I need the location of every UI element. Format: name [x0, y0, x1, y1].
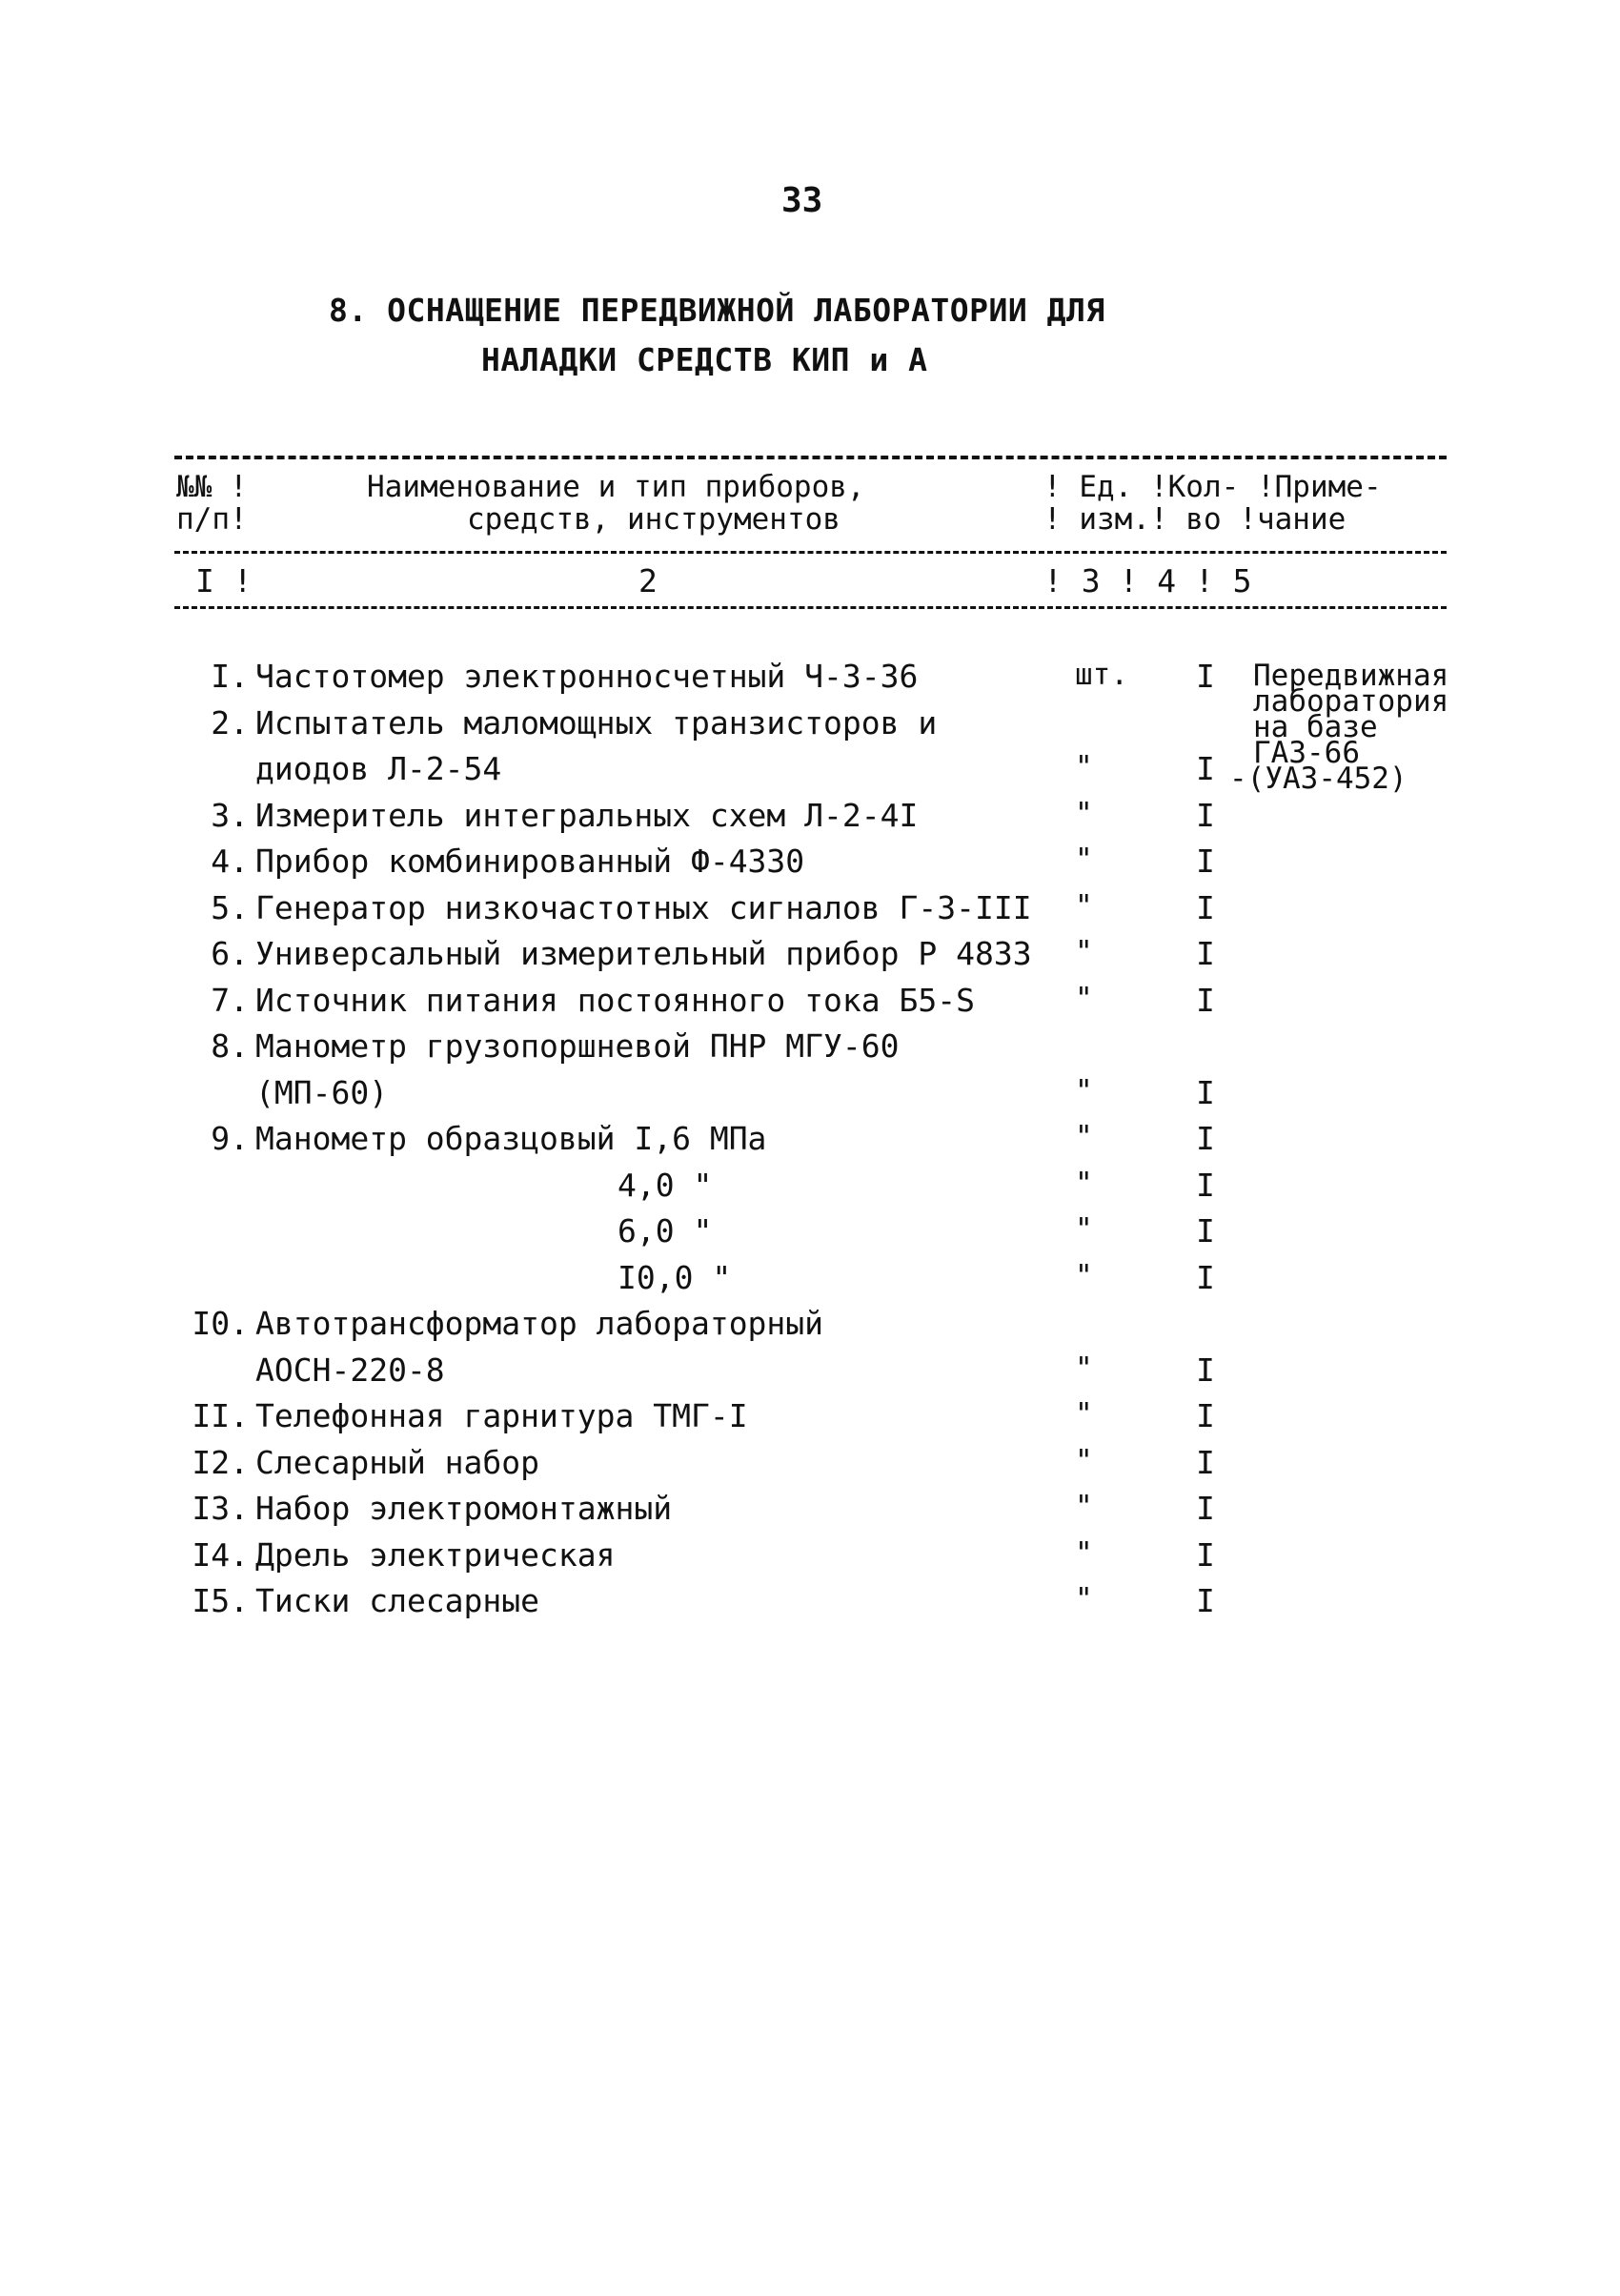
row-name: АОСН-220-8 — [255, 1351, 445, 1389]
row-number: 5. — [211, 889, 249, 926]
row-unit: " — [1075, 1259, 1093, 1293]
header-col-unit-qty-note-line-1: ! Ед. !Кол- !Приме- — [1043, 470, 1382, 504]
row-name: Манометр образцовый I,6 МПа — [255, 1120, 767, 1157]
row-unit: " — [1075, 1582, 1093, 1616]
row-number: I4. — [192, 1536, 249, 1574]
row-number: 8. — [211, 1027, 249, 1065]
row-name: Частотомер электронносчетный Ч-3-36 — [255, 658, 919, 695]
column-number-3-5: ! 3 ! 4 ! 5 — [1043, 562, 1252, 599]
row-name: 4,0 " — [618, 1167, 713, 1204]
note-line-1: Передвижная — [1253, 659, 1449, 693]
row-name: Генератор низкочастотных сигналов Г-3-III — [255, 889, 1032, 926]
row-name: Тиски слесарные — [255, 1582, 540, 1619]
row-number: I0. — [192, 1305, 249, 1342]
row-quantity: I — [1196, 750, 1215, 787]
header-bottom-rule — [174, 551, 1447, 554]
row-unit: " — [1075, 1074, 1093, 1108]
row-unit: " — [1075, 982, 1093, 1016]
row-unit: " — [1075, 1536, 1093, 1571]
row-name: Прибор комбинированный Ф-4330 — [255, 843, 805, 880]
header-col-unit-qty-note-line-2: ! изм.! во !чание — [1043, 502, 1347, 537]
row-unit: " — [1075, 1490, 1093, 1524]
row-unit: шт. — [1075, 658, 1128, 692]
row-unit: " — [1075, 1167, 1093, 1201]
row-unit: " — [1075, 889, 1093, 924]
row-name: Испытатель маломощных транзисторов и — [255, 704, 938, 742]
row-quantity: I — [1196, 658, 1215, 695]
row-number: I. — [211, 658, 249, 695]
row-unit: " — [1075, 843, 1093, 877]
row-quantity: I — [1196, 1536, 1215, 1574]
note-line-4: ГАЗ-66 — [1253, 736, 1360, 770]
row-quantity: I — [1196, 889, 1215, 926]
row-quantity: I — [1196, 797, 1215, 834]
row-quantity: I — [1196, 1074, 1215, 1111]
row-name: Дрель электрическая — [255, 1536, 616, 1574]
row-unit: " — [1075, 750, 1093, 784]
row-name: диодов Л-2-54 — [255, 750, 502, 787]
row-quantity: I — [1196, 1582, 1215, 1619]
row-name: Измеритель интегральных схем Л-2-4I — [255, 797, 919, 834]
page-number: 33 — [781, 181, 823, 220]
row-name: Телефонная гарнитура ТМГ-I — [255, 1397, 748, 1434]
row-number: II. — [192, 1397, 249, 1434]
row-unit: " — [1075, 1397, 1093, 1432]
table-top-rule — [174, 456, 1447, 459]
row-unit: " — [1075, 1351, 1093, 1386]
row-quantity: I — [1196, 1351, 1215, 1389]
row-name: I0,0 " — [618, 1259, 732, 1296]
row-number: 3. — [211, 797, 249, 834]
row-number: 4. — [211, 843, 249, 880]
row-number: I2. — [192, 1444, 249, 1481]
row-name: Автотрансформатор лабораторный — [255, 1305, 824, 1342]
column-numbers-rule — [174, 606, 1447, 609]
row-name: (МП-60) — [255, 1074, 389, 1111]
row-name: 6,0 " — [618, 1212, 713, 1250]
note-line-2: лаборатория — [1253, 684, 1449, 719]
row-number: I5. — [192, 1582, 249, 1619]
note-line-5: -(УАЗ-452) — [1229, 762, 1407, 796]
row-quantity: I — [1196, 935, 1215, 972]
row-unit: " — [1075, 935, 1093, 969]
row-number: 9. — [211, 1120, 249, 1157]
row-quantity: I — [1196, 982, 1215, 1019]
header-col-number-line-2: п/п! — [176, 502, 248, 537]
header-col-name-line-1: Наименование и тип приборов, — [367, 470, 865, 504]
column-number-2: 2 — [638, 562, 658, 599]
row-name: Слесарный набор — [255, 1444, 540, 1481]
row-name: Универсальный измерительный прибор Р 4833 — [255, 935, 1032, 972]
row-quantity: I — [1196, 1167, 1215, 1204]
row-name: Манометр грузопоршневой ПНР МГУ-60 — [255, 1027, 900, 1065]
note-line-3: на базе — [1253, 710, 1378, 744]
row-unit: " — [1075, 1444, 1093, 1478]
column-number-1: I ! — [195, 562, 253, 599]
row-quantity: I — [1196, 1259, 1215, 1296]
row-number: I3. — [192, 1490, 249, 1527]
row-unit: " — [1075, 1212, 1093, 1247]
header-col-name-line-2: средств, инструментов — [467, 502, 840, 537]
row-quantity: I — [1196, 843, 1215, 880]
row-number: 2. — [211, 704, 249, 742]
row-quantity: I — [1196, 1212, 1215, 1250]
row-unit: " — [1075, 797, 1093, 831]
row-unit: " — [1075, 1120, 1093, 1154]
row-number: 6. — [211, 935, 249, 972]
section-title-line-2: НАЛАДКИ СРЕДСТВ КИП и А — [481, 341, 928, 378]
row-quantity: I — [1196, 1490, 1215, 1527]
row-name: Набор электромонтажный — [255, 1490, 673, 1527]
header-col-number-line-1: №№ ! — [176, 470, 248, 504]
row-quantity: I — [1196, 1120, 1215, 1157]
row-name: Источник питания постоянного тока Б5-S — [255, 982, 975, 1019]
row-quantity: I — [1196, 1444, 1215, 1481]
row-quantity: I — [1196, 1397, 1215, 1434]
section-title-line-1: 8. ОСНАЩЕНИЕ ПЕРЕДВИЖНОЙ ЛАБОРАТОРИИ ДЛЯ — [329, 292, 1105, 329]
row-number: 7. — [211, 982, 249, 1019]
